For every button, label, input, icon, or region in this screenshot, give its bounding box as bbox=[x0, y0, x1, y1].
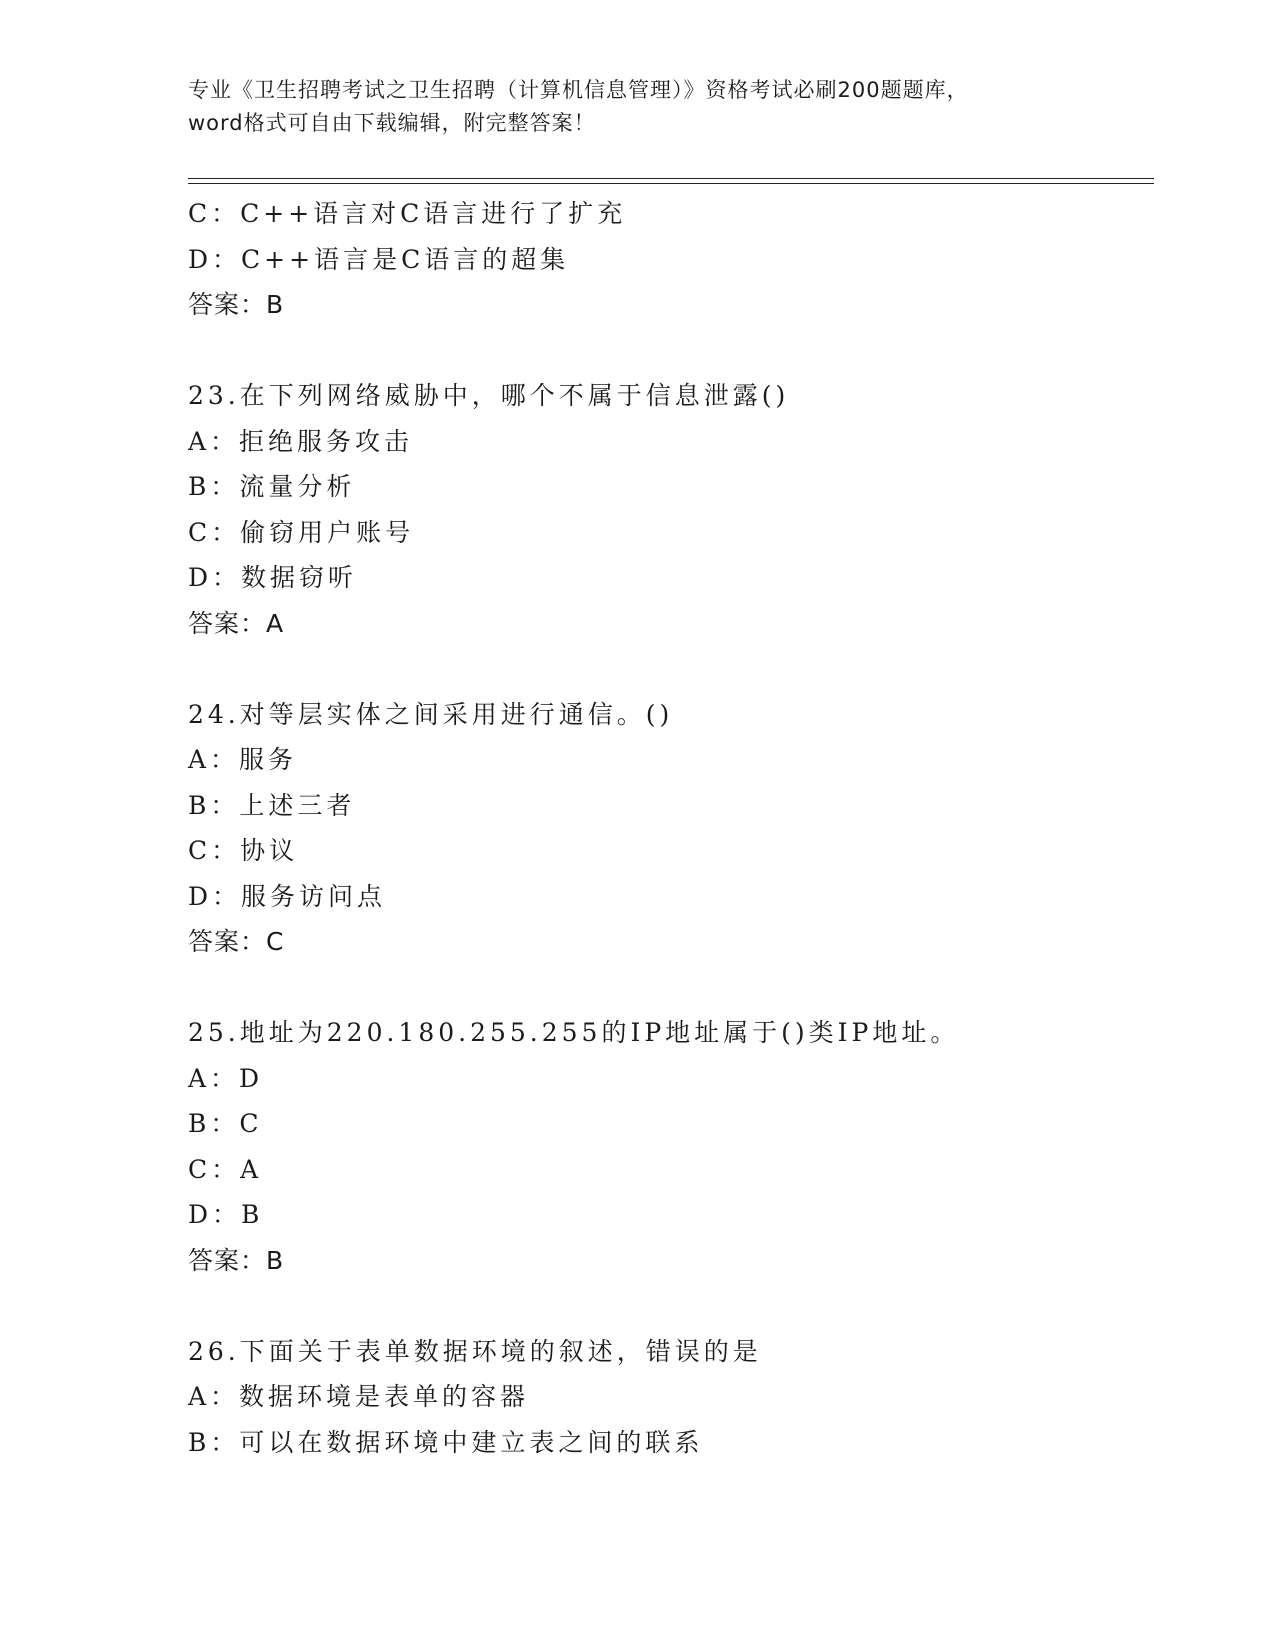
answer-line: 答案：B bbox=[188, 290, 285, 319]
answer-line: 答案：A bbox=[188, 608, 285, 638]
option-c: C：偷窃用户账号 bbox=[188, 517, 415, 547]
answer-line: 答案：C bbox=[188, 927, 285, 956]
header-divider-top bbox=[188, 178, 1154, 179]
question-stem: 23.在下列网络威胁中，哪个不属于信息泄露() bbox=[188, 381, 790, 410]
spacer bbox=[188, 328, 1148, 374]
option-a: A：数据环境是表单的容器 bbox=[188, 1382, 530, 1411]
question-stem: 26.下面关于表单数据环境的叙述，错误的是 bbox=[188, 1336, 762, 1366]
answer-line: 答案：B bbox=[188, 1245, 285, 1275]
header-line-1: 专业《卫生招聘考试之卫生招聘（计算机信息管理）》资格考试必刷200题题库， bbox=[188, 78, 969, 102]
question-list bbox=[188, 191, 1148, 1465]
spacer bbox=[188, 646, 1148, 692]
option-b: B：流量分析 bbox=[188, 472, 356, 501]
question-stem: 25.地址为220.180.255.255的IP地址属于()类IP地址。 bbox=[188, 1018, 960, 1047]
option-d: D：服务访问点 bbox=[188, 881, 387, 911]
spacer bbox=[188, 1283, 1148, 1329]
option-a: A：D bbox=[188, 1063, 264, 1093]
option-c: C：A bbox=[188, 1154, 263, 1184]
option-b: B：可以在数据环境中建立表之间的联系 bbox=[188, 1427, 704, 1457]
header-divider-bottom bbox=[188, 183, 1154, 184]
option-b: B：上述三者 bbox=[188, 790, 356, 820]
option-b: B：C bbox=[188, 1109, 263, 1138]
option-a: A：拒绝服务攻击 bbox=[188, 426, 414, 456]
document-header bbox=[188, 74, 1088, 140]
header-line-2: word格式可自由下载编辑，附完整答案！ bbox=[188, 111, 596, 135]
option-d: D：B bbox=[188, 1200, 264, 1229]
option-d: D：C++语言是C语言的超集 bbox=[188, 244, 570, 274]
spacer bbox=[188, 965, 1148, 1011]
option-d: D：数据窃听 bbox=[188, 563, 358, 592]
option-a: A：服务 bbox=[188, 745, 298, 774]
option-c: C：C++语言对C语言进行了扩充 bbox=[188, 199, 627, 228]
option-c: C：协议 bbox=[188, 836, 299, 865]
question-stem: 24.对等层实体之间采用进行通信。() bbox=[188, 699, 674, 729]
